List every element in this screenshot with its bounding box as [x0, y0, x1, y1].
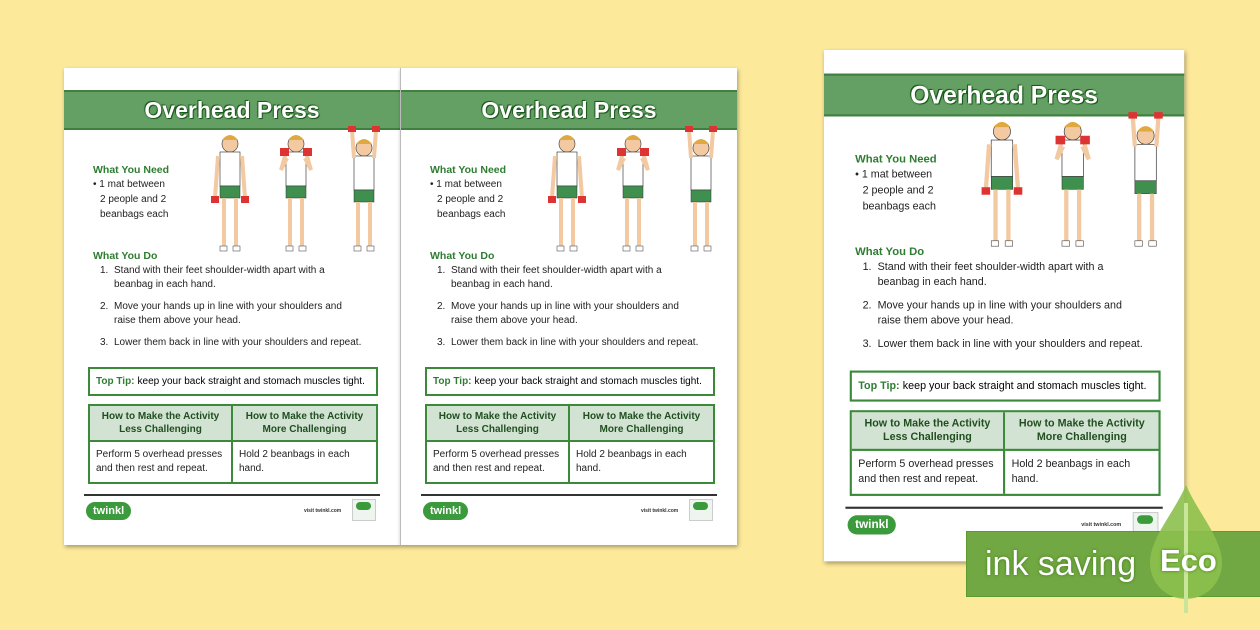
visit-link[interactable]: visit twinkl.com [641, 508, 679, 514]
step-number: 2. [100, 301, 109, 312]
person-figure [548, 135, 586, 251]
step-line: beanbag in each hand. [451, 279, 553, 290]
person-figure [211, 135, 249, 251]
cell-less-challenging: Perform 5 overhead presses and then rest and repeat. [427, 442, 570, 482]
visit-link[interactable]: visit twinkl.com [304, 508, 342, 514]
exercise-illustration [541, 126, 731, 256]
twinkl-logo: twinkl [423, 502, 468, 520]
person-figure [280, 135, 312, 251]
what-you-do-heading: What You Do [855, 245, 925, 258]
step-line: beanbag in each hand. [877, 276, 987, 288]
top-tip-box [425, 367, 715, 396]
what-you-do-heading: What You Do [93, 250, 158, 262]
footer-divider [84, 494, 380, 496]
worksheet-page-left [64, 68, 400, 545]
worksheet-page-preview [824, 50, 1184, 561]
header-more-challenging: How to Make the Activity More Challenging [1005, 412, 1158, 451]
step-line: Move your hands up in line with your shoulders and [877, 299, 1122, 312]
header-less-challenging: How to Make the Activity Less Challenging [90, 406, 233, 442]
eco-label: Eco [1160, 543, 1217, 578]
step-line: raise them above your head. [877, 314, 1014, 327]
step-line: Move your hands up in line with your shoulders and [114, 301, 342, 312]
step-line: Stand with their feet shoulder-width apart with a [451, 265, 662, 276]
challenge-table [425, 404, 715, 484]
what-you-need-heading: What You Need [855, 152, 937, 166]
top-tip-label: Top Tip: [433, 376, 472, 387]
top-tip-label: Top Tip: [858, 380, 900, 392]
step-number: 2. [862, 299, 872, 312]
need-line: • 1 mat between [93, 179, 165, 190]
title-bar [824, 74, 1184, 117]
step-line: beanbag in each hand. [114, 279, 216, 290]
step-line: Stand with their feet shoulder-width apart with a [877, 261, 1104, 273]
visit-link[interactable]: visit twinkl.com [1081, 521, 1122, 529]
cell-less-challenging: Perform 5 overhead presses and then rest and repeat. [90, 442, 233, 482]
header-more-challenging: How to Make the Activity More Challenging [233, 406, 376, 442]
twinkl-logo: twinkl [86, 502, 131, 520]
top-tip-box [88, 367, 378, 396]
cell-more-challenging: Hold 2 beanbags in each hand. [1011, 458, 1131, 486]
step-line: Lower them back in line with your shoulders and repeat. [114, 337, 362, 348]
person-figure [1056, 122, 1090, 246]
step-number: 3. [100, 337, 109, 348]
what-you-need-heading: What You Need [430, 164, 507, 176]
challenge-table [88, 404, 378, 484]
top-tip-text: keep your back straight and stomach muscles tight. [902, 380, 1147, 392]
sheet-title: Overhead Press [910, 80, 1098, 109]
person-figure [685, 126, 717, 251]
need-line: 2 people and 2 [862, 185, 934, 197]
header-less-challenging: How to Make the Activity Less Challenging [427, 406, 570, 442]
worksheet-page-middle [400, 68, 737, 545]
person-figure [348, 126, 380, 251]
what-you-need-heading: What You Need [93, 164, 170, 176]
need-line: beanbags each [437, 209, 506, 220]
person-figure [982, 122, 1023, 246]
title-bar [64, 90, 400, 130]
sheet-title: Overhead Press [144, 96, 320, 123]
quality-badge-icon [689, 499, 713, 521]
need-line: 2 people and 2 [437, 194, 504, 205]
step-line: raise them above your head. [114, 315, 241, 326]
header-more-challenging: How to Make the Activity More Challenging [570, 406, 713, 442]
step-number: 1. [100, 265, 109, 276]
eco-leaf-icon [1148, 483, 1224, 613]
person-figure [617, 135, 649, 251]
need-line: beanbags each [100, 209, 169, 220]
cell-less-challenging: Perform 5 overhead presses and then rest and repeat. [852, 451, 1005, 494]
step-line: Move your hands up in line with your shoulders and [451, 301, 679, 312]
person-figure [1128, 112, 1162, 246]
top-tip-box [850, 371, 1161, 402]
top-tip-label: Top Tip: [96, 376, 135, 387]
step-number: 3. [862, 338, 872, 351]
step-line: Stand with their feet shoulder-width apart with a [114, 265, 325, 276]
need-line: • 1 mat between [430, 179, 502, 190]
title-bar [401, 90, 737, 130]
challenge-table [850, 410, 1161, 496]
top-tip-text: keep your back straight and stomach muscles tight. [137, 376, 365, 387]
need-line: beanbags each [862, 201, 936, 213]
sheet-title: Overhead Press [481, 96, 657, 123]
step-line: raise them above your head. [451, 315, 578, 326]
step-line: Lower them back in line with your shoulders and repeat. [451, 337, 699, 348]
exercise-illustration [204, 126, 394, 256]
quality-badge-icon [352, 499, 376, 521]
step-line: Lower them back in line with your shoulders and repeat. [877, 338, 1143, 351]
exercise-illustration [974, 112, 1178, 251]
step-number: 1. [437, 265, 446, 276]
top-tip-text: keep your back straight and stomach muscles tight. [474, 376, 702, 387]
ink-saving-text: ink saving [985, 544, 1137, 583]
step-number: 2. [437, 301, 446, 312]
cell-more-challenging: Hold 2 beanbags in each hand. [576, 449, 687, 474]
footer-divider [845, 507, 1162, 509]
step-number: 1. [862, 261, 872, 273]
what-you-do-heading: What You Do [430, 250, 495, 262]
need-line: • 1 mat between [855, 168, 933, 181]
need-line: 2 people and 2 [100, 194, 167, 205]
step-number: 3. [437, 337, 446, 348]
header-less-challenging: How to Make the Activity Less Challenging [852, 412, 1005, 451]
footer-divider [421, 494, 717, 496]
twinkl-logo: twinkl [848, 515, 896, 534]
cell-more-challenging: Hold 2 beanbags in each hand. [239, 449, 350, 474]
